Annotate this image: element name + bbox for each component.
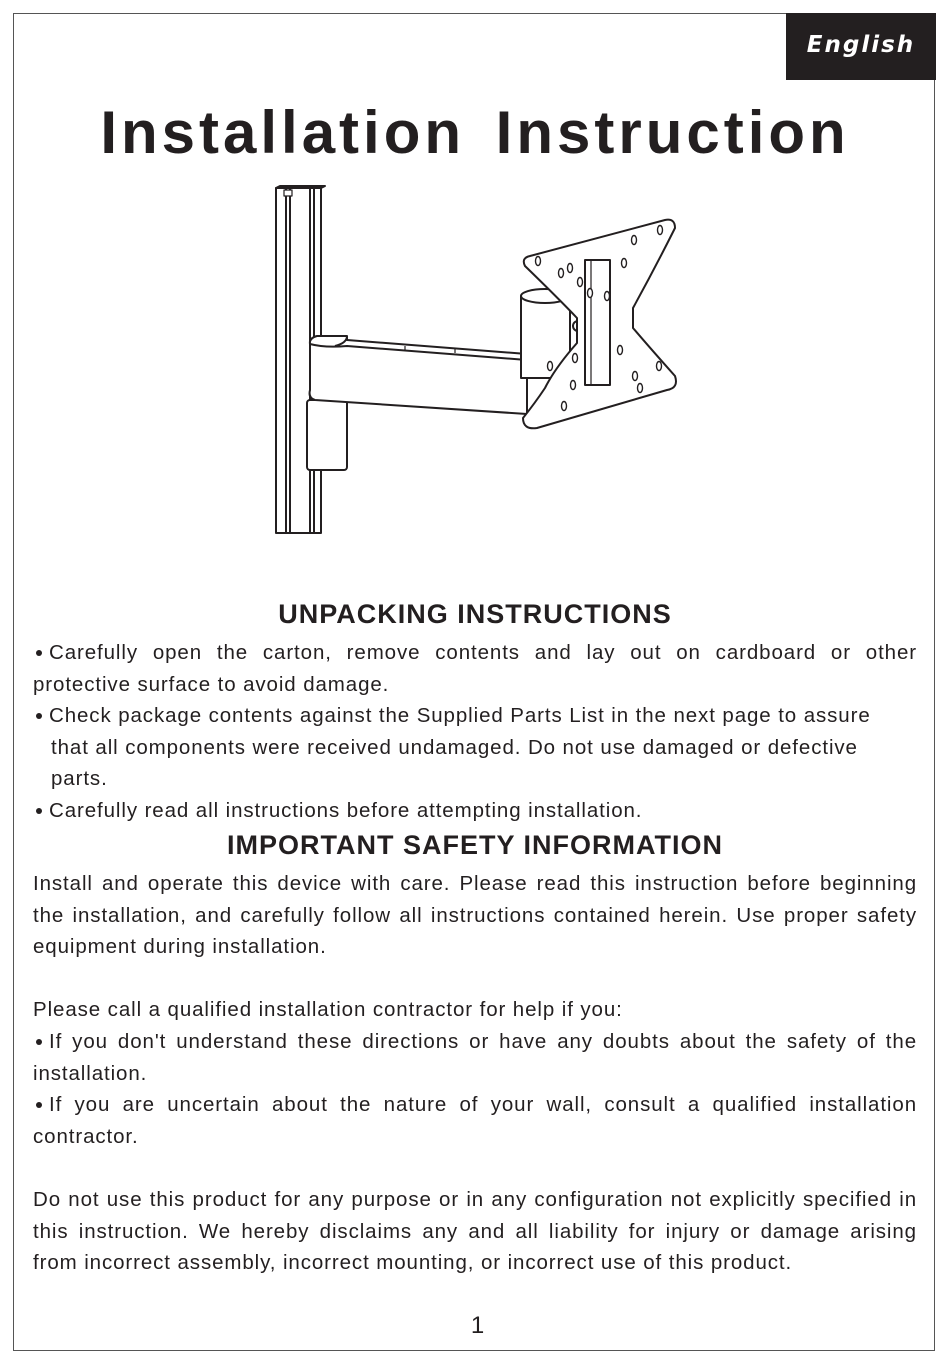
swing-arm (310, 336, 527, 414)
list-item (33, 700, 917, 732)
list-item (33, 637, 917, 700)
wall-knuckle (307, 400, 347, 470)
page-number: 1 (470, 1312, 485, 1339)
unpacking-bullet-2-line-3: parts. (51, 767, 108, 791)
list-item (33, 795, 917, 827)
safety-heading: IMPORTANT SAFETY INFORMATION (227, 830, 723, 860)
unpacking-list (33, 637, 917, 827)
bullet-icon (36, 713, 42, 719)
unpacking-bullet-1: Carefully open the carton, remove contents and lay out on cardboard or other protective surface to avoid damage. (33, 641, 917, 696)
list-item-continuation (33, 732, 917, 764)
bullet-icon (36, 808, 42, 814)
list-item (33, 1089, 917, 1152)
unpacking-bullet-3: Carefully read all instructions before attempting installation. (49, 798, 643, 822)
list-item-continuation (33, 763, 917, 795)
bullet-icon (36, 1039, 42, 1045)
safety-bullet-1: If you don't understand these directions or have any doubts about the safety of the installation. (33, 1029, 917, 1085)
unpacking-heading: UNPACKING INSTRUCTIONS (278, 599, 672, 629)
page-title: Installation Instruction (100, 99, 850, 166)
wall-mount-bracket-illustration (255, 178, 695, 548)
list-item (33, 1026, 917, 1089)
safety-call: Please call a qualified installation contractor for help if you: (33, 998, 623, 1022)
bullet-icon (36, 650, 42, 656)
safety-disclaimer: Do not use this product for any purpose or in any configuration not explicitly specified in this instruction. We hereby disclaims any and all liability for injury or damage arising from incorrect assembly, incorrect mounting, or incorrect use of this product. (33, 1187, 917, 1275)
safety-intro: Install and operate this device with care. Please read this instruction before beginning the installation, and carefully follow all instructions contained herein. Use proper safety equipment during installation. (33, 872, 917, 959)
unpacking-bullet-2-line-2: that all components were received undamaged. Do not use damaged or defective (51, 735, 858, 759)
unpacking-bullet-2-line-1: Check package contents against the Supplied Parts List in the next page to assure (49, 704, 871, 728)
bullet-icon (36, 1102, 42, 1108)
safety-section (33, 868, 917, 1279)
language-tab: English (786, 13, 936, 80)
safety-bullet-2: If you are uncertain about the nature of your wall, consult a qualified installation contractor. (33, 1093, 917, 1148)
